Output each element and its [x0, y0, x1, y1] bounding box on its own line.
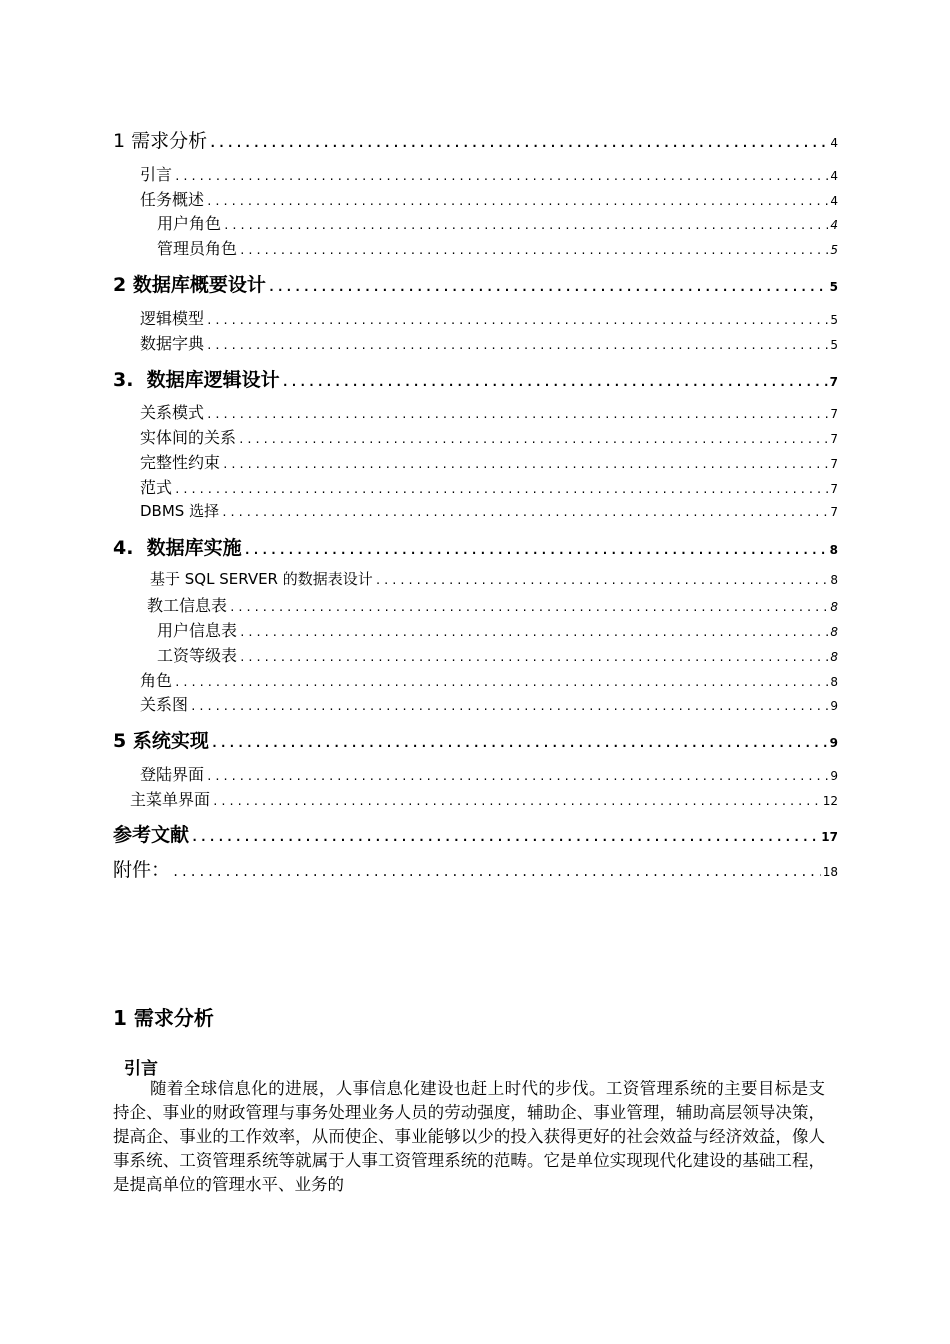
toc-leader: [174, 676, 828, 689]
toc-leader: [221, 506, 828, 519]
toc-leader: [223, 219, 828, 232]
toc-entry[interactable]: [113, 126, 838, 153]
toc-leader: [239, 626, 828, 639]
toc-leader: [206, 314, 828, 327]
toc-leader: [239, 244, 828, 257]
toc-entry[interactable]: [130, 787, 838, 810]
toc-leader: [206, 195, 828, 208]
toc-leader: [209, 136, 828, 150]
toc-entry[interactable]: [140, 500, 838, 521]
toc-entry-page: 8: [830, 600, 838, 614]
toc-entry-title: 3. 数据库逻辑设计: [113, 369, 280, 391]
toc-entry-page: 7: [830, 432, 838, 446]
toc-entry-title: 完整性约束: [140, 453, 221, 472]
toc-leader: [244, 543, 828, 557]
toc-entry[interactable]: [113, 533, 838, 560]
toc-entry-title: 实体间的关系: [140, 428, 237, 447]
toc-entry-title: 参考文献: [113, 824, 190, 846]
toc-entry-title: 关系图: [140, 695, 189, 714]
toc-entry-title: 逻辑模型: [140, 309, 205, 328]
toc-entry-title: 主菜单界面: [130, 790, 211, 809]
toc-leader: [229, 601, 828, 614]
toc-entry-page: 5: [830, 313, 838, 327]
toc-leader: [211, 736, 828, 750]
toc-entry[interactable]: [140, 475, 838, 498]
toc-leader: [190, 700, 828, 713]
toc-leader: [239, 651, 828, 664]
toc-entry[interactable]: [157, 236, 838, 259]
toc-leader: [212, 795, 821, 808]
toc-entry[interactable]: [140, 450, 838, 473]
toc-entry-title: 范式: [140, 478, 173, 497]
toc-leader: [268, 280, 828, 294]
toc-entry[interactable]: [113, 365, 838, 392]
toc-leader: [172, 865, 821, 879]
toc-leader: [206, 408, 828, 421]
toc-entry-title: 用户信息表: [157, 621, 238, 640]
subsection-heading: 引言: [124, 1059, 158, 1079]
toc-entry-page: 5: [830, 243, 838, 257]
toc-entry-page: 7: [830, 407, 838, 421]
toc-entry-page: 7: [830, 457, 838, 471]
toc-entry-title: 4. 数据库实施: [113, 537, 242, 559]
toc-entry-title: 关系模式: [140, 403, 205, 422]
toc-entry-page: 12: [822, 794, 838, 808]
toc-entry-title: 引言: [140, 165, 173, 184]
toc-entry-page: 4: [830, 136, 838, 150]
toc-entry-page: 7: [829, 375, 838, 389]
toc-entry[interactable]: [140, 306, 838, 329]
toc-entry[interactable]: [157, 211, 838, 234]
toc-entry[interactable]: [147, 593, 838, 616]
toc-entry[interactable]: [113, 726, 838, 753]
toc-entry[interactable]: [113, 270, 838, 297]
toc-leader: [206, 339, 828, 352]
body-paragraph: 随着全球信息化的进展，人事信息化建设也赶上时代的步伐。工资管理系统的主要目标是支持企、事业的财政管理与事务处理业务人员的劳动强度，辅助企、事业管理，辅助高层领导决策，提高企、事业的工作效率，从而使企、事业能够以少的投入获得更好的社会效益与经济效益，像人事系统、工资管理系统等就属于人事工资管理系统的范畴。它是单位实现现代化建设的基础工程，是提高单位的管理水平、业务的: [113, 1079, 825, 1194]
toc-leader: [191, 830, 819, 844]
section-heading: 1 需求分析: [113, 1006, 214, 1030]
toc-entry-page: 18: [822, 865, 838, 879]
toc-entry[interactable]: [140, 162, 838, 185]
toc-entry-page: 4: [830, 194, 838, 208]
toc-entry-title: 1 需求分析: [113, 130, 208, 152]
toc-leader: [238, 433, 828, 446]
toc-entry[interactable]: [140, 331, 838, 354]
toc-leader: [174, 483, 828, 496]
toc-entry-page: 4: [830, 169, 838, 183]
toc-leader: [174, 170, 828, 183]
toc-entry-title: 登陆界面: [140, 765, 205, 784]
toc-entry-page: 9: [830, 699, 838, 713]
toc-leader: [222, 458, 828, 471]
toc-entry[interactable]: [157, 618, 838, 641]
toc-leader: [206, 770, 828, 783]
toc-entry[interactable]: [113, 820, 838, 847]
toc-entry-page: 8: [830, 573, 838, 587]
toc-entry-page: 17: [821, 830, 838, 844]
toc-entry-title: 5 系统实现: [113, 730, 209, 752]
toc-entry-title: 教工信息表: [147, 596, 228, 615]
toc-entry-title: 任务概述: [140, 190, 205, 209]
toc-entry-page: 4: [830, 218, 838, 232]
toc-entry-page: 5: [830, 338, 838, 352]
toc-entry-title: 用户角色: [157, 214, 222, 233]
toc-entry-page: 8: [830, 675, 838, 689]
toc-entry-page: 5: [829, 280, 838, 294]
toc-leader: [282, 375, 828, 389]
toc-entry-page: 7: [830, 482, 838, 496]
toc-entry-page: 7: [830, 505, 838, 519]
toc-leader: [375, 574, 829, 587]
toc-entry-page: 8: [830, 650, 838, 664]
toc-entry[interactable]: [140, 187, 838, 210]
toc-entry[interactable]: [140, 762, 838, 785]
toc-entry[interactable]: [113, 855, 838, 882]
toc-entry-title: 数据字典: [140, 334, 205, 353]
toc-entry[interactable]: [150, 568, 838, 589]
toc-entry-page: 8: [830, 625, 838, 639]
toc-entry[interactable]: [157, 643, 838, 666]
toc-entry-page: 9: [830, 769, 838, 783]
toc-entry[interactable]: [140, 400, 838, 423]
toc-entry[interactable]: [140, 692, 838, 715]
toc-entry-title: 附件：: [113, 859, 171, 881]
toc-entry-title: 2 数据库概要设计: [113, 274, 266, 296]
toc-entry-title: 角色: [140, 671, 173, 690]
toc-entry-title: 基于 SQL SERVER 的数据表设计: [150, 570, 373, 588]
toc-entry-title: 工资等级表: [157, 646, 238, 665]
toc-entry-page: 9: [829, 736, 838, 750]
toc-entry-page: 8: [829, 543, 838, 557]
toc-entry-title: DBMS 选择: [140, 502, 220, 520]
toc-entry[interactable]: [140, 425, 838, 448]
toc-entry[interactable]: [140, 668, 838, 691]
toc-entry-title: 管理员角色: [157, 239, 238, 258]
